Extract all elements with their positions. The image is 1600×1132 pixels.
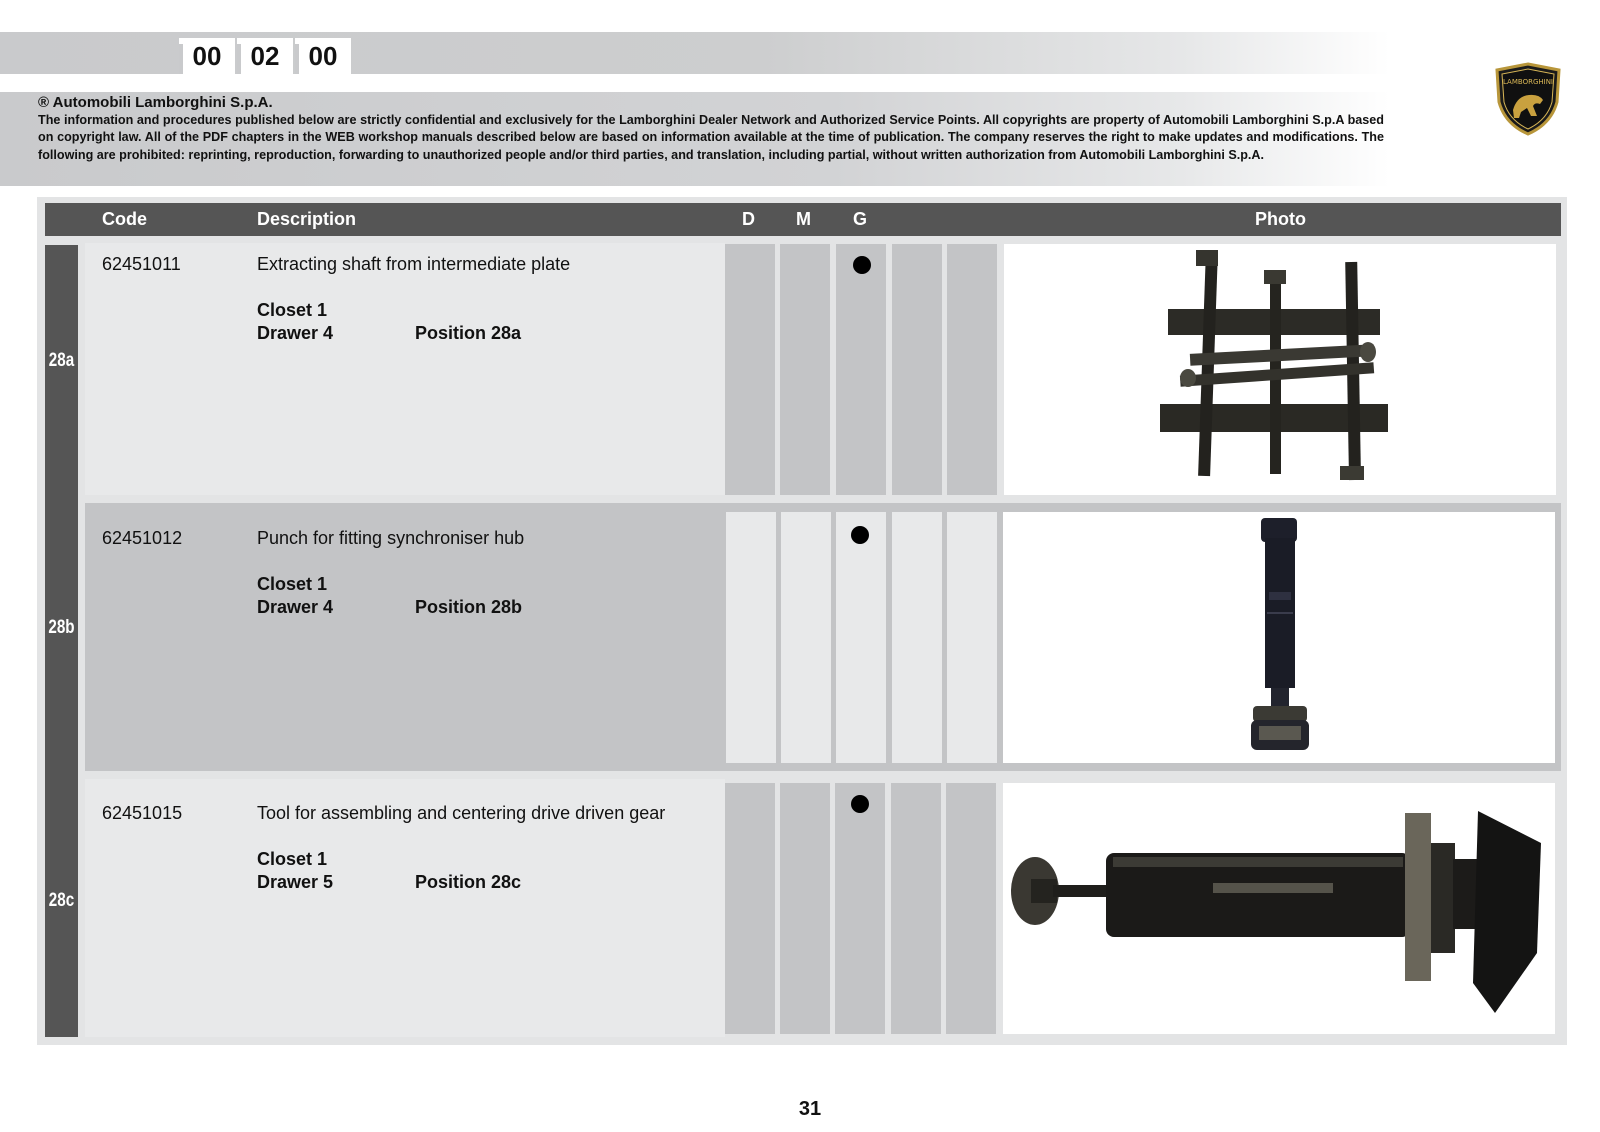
mark-cell-d <box>725 783 775 1034</box>
tool-description: Punch for fitting synchroniser hub <box>257 528 525 548</box>
page-number: 31 <box>798 1098 822 1120</box>
drawer-label: Drawer 4 <box>257 323 334 343</box>
tool-photo <box>1004 244 1556 495</box>
drawer-label: Drawer 5 <box>257 872 334 892</box>
header-photo: Photo <box>1255 209 1306 229</box>
mark-cell-5 <box>946 783 996 1034</box>
mark-cell-m <box>781 512 831 763</box>
position-label: 28c <box>48 890 75 911</box>
tool-photo <box>1003 783 1555 1034</box>
position-label: 28a <box>48 350 75 371</box>
centering-tool-photo-icon <box>1003 783 1555 1034</box>
mark-cell-m <box>780 783 830 1034</box>
mark-cell-4 <box>892 244 942 495</box>
position-text: Position 28b <box>415 597 523 617</box>
g-mark-dot <box>851 526 869 544</box>
tool-code: 62451011 <box>102 254 181 274</box>
mark-cell-d <box>726 512 776 763</box>
mark-cell-5 <box>947 512 997 763</box>
mark-cell-m <box>780 244 830 495</box>
mark-cell-5 <box>947 244 997 495</box>
table-row <box>85 243 725 495</box>
position-text: Position 28c <box>415 872 522 892</box>
header-g: G <box>853 209 868 229</box>
puller-tool-photo-icon <box>1004 244 1556 495</box>
tool-code: 62451015 <box>102 803 183 823</box>
mark-cell-4 <box>891 783 941 1034</box>
tool-description: Tool for assembling and centering drive driven gear <box>257 803 666 823</box>
position-text: Position 28a <box>415 323 522 343</box>
tool-description: Extracting shaft from intermediate plate <box>257 254 571 274</box>
closet-label: Closet 1 <box>257 574 328 594</box>
legal-title: ® Automobili Lamborghini S.p.A. <box>38 94 273 111</box>
position-label: 28b <box>48 617 75 638</box>
mark-cell-d <box>725 244 775 495</box>
g-mark-dot <box>851 795 869 813</box>
lamborghini-logo-icon <box>1493 62 1563 136</box>
closet-label: Closet 1 <box>257 849 328 869</box>
header-d: D <box>742 209 755 229</box>
mark-cell-4 <box>892 512 942 763</box>
svg-text:LAMBORGHINI: LAMBORGHINI <box>1503 78 1553 86</box>
legal-text: The information and procedures published below are strictly confidential and exclusively for the Lamborghini Dealer Network and Authorized Service Points. All copyrights are property of Automobili Lamborghini S.p.A based on copyright law. All of the PDF chapters in the WEB workshop manuals described below are based on information available at the time of publication. The company reserves the right to make updates and modifications. The following are prohibited: reprinting, reproduction, forwarding to unauthorized people and/or third parties, and translation, including partial, without written authorization from Automobili Lamborghini S.p.A. <box>38 113 1384 162</box>
mark-cell-g <box>836 512 886 763</box>
tool-code: 62451012 <box>102 528 183 548</box>
g-mark-dot <box>853 256 871 274</box>
mark-cell-g <box>835 783 885 1034</box>
section-number-1: 00 <box>179 38 235 74</box>
header-description: Description <box>257 209 357 229</box>
drawer-label: Drawer 4 <box>257 597 334 617</box>
header-m: M <box>796 209 811 229</box>
section-number-3: 00 <box>295 38 351 74</box>
closet-label: Closet 1 <box>257 300 328 320</box>
section-number-2: 02 <box>237 38 293 74</box>
mark-cell-g <box>836 244 886 495</box>
punch-tool-photo-icon <box>1003 512 1555 763</box>
header-code: Code <box>102 209 147 229</box>
tool-photo <box>1003 512 1555 763</box>
table-header <box>45 203 1561 236</box>
